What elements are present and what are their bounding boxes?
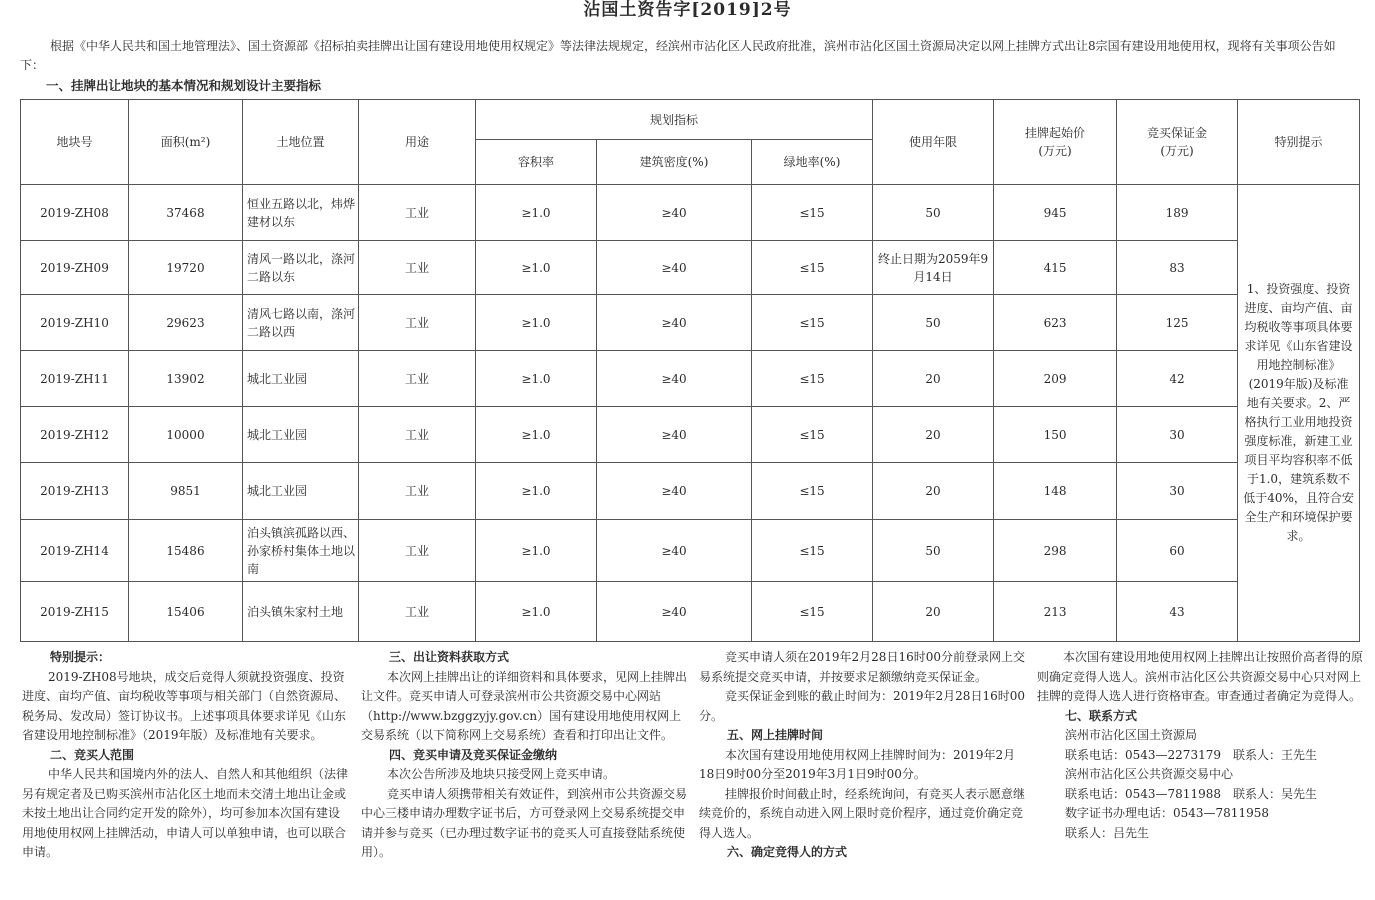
cell-location: 城北工业园: [243, 351, 359, 407]
cell-location: 清风七路以南，涤河二路以西: [243, 295, 359, 351]
section-6-paragraph: 本次国有建设用地使用权网上挂牌出让按照价高者得的原则确定竞得人选人。滨州市沾化区公共资源交易中心只对网上挂牌的竞得人选人进行资格审查。审查通过者确定为竞得人。: [1037, 650, 1364, 703]
cell-area: 10000: [129, 407, 243, 463]
cell-term: 50: [873, 520, 994, 582]
cell-price: 415: [994, 241, 1117, 295]
cell-term: 终止日期为2059年9月14日: [873, 241, 994, 295]
cell-use: 工业: [359, 351, 476, 407]
cell-price: 209: [994, 351, 1117, 407]
cell-deposit: 189: [1117, 185, 1238, 241]
header-deposit-line1: 竞买保证金: [1147, 126, 1208, 140]
header-use: 用途: [359, 100, 476, 185]
table-row: [21, 407, 1360, 463]
cell-deposit: 30: [1117, 463, 1238, 520]
cell-area: 19720: [129, 241, 243, 295]
cell-green: ≤15: [752, 241, 873, 295]
column-1: [22, 648, 350, 863]
cell-price: 623: [994, 295, 1117, 351]
special-note-cell: 1、投资强度、投资进度、亩均产值、亩均税收等事项具体要求详见《山东省建设用地控制标准》(2019年版)及标准地有关要求。2、严格执行工业用地投资强度标准，新建工业项目平均容积率不低于1.0，建筑系数不低于40%，且符合安全生产和环境保护要求。: [1238, 185, 1360, 642]
column-4: [1037, 648, 1363, 843]
cell-term: 20: [873, 407, 994, 463]
header-location: 土地位置: [243, 100, 359, 185]
section-5-paragraph-1: 本次国有建设用地使用权网上挂牌时间为：2019年2月18日9时00分至2019年3月1日9时00分。: [699, 747, 1016, 781]
intro-paragraph: 根据《中华人民共和国土地管理法》、国土资源部《招标拍卖挂牌出让国有建设用地使用权规定》等法律法规规定，经滨州市沾化区人民政府批准，滨州市沾化区国土资源局决定以网上挂牌方式出让8宗国有建设用地使用权，现将有关事项公告如下：: [20, 39, 1336, 72]
header-density: 建筑密度(%): [597, 140, 752, 185]
cell-density: ≥40: [597, 241, 752, 295]
cell-area: 13902: [129, 351, 243, 407]
section-4-paragraph-3: 竞买申请人须在2019年2月28日16时00分前登录网上交易系统提交竞买申请，并按要求足额缴纳竞买保证金。: [699, 650, 1025, 684]
cell-parcel: 2019-ZH15: [21, 582, 129, 642]
cell-price: 150: [994, 407, 1117, 463]
certificate-contact: 联系人：吕先生: [1065, 825, 1150, 840]
cell-area: 9851: [129, 463, 243, 520]
cell-use: 工业: [359, 295, 476, 351]
cell-green: ≤15: [752, 582, 873, 642]
cell-price: 298: [994, 520, 1117, 582]
cell-deposit: 83: [1117, 241, 1238, 295]
section-1-heading: 一、挂牌出让地块的基本情况和规划设计主要指标: [46, 78, 322, 93]
section-3-paragraph: 本次网上挂牌出让的详细资料和具体要求，见网上挂牌出让文件。竞买申请人可登录滨州市公共资源交易中心网站（http://www.bzggzyjy.gov.cn）国有建设用地使用权网上交易系统（以下简称网上交易系统）查看和打印出让文件。: [361, 669, 688, 742]
column-3: [699, 648, 1025, 863]
cell-deposit: 125: [1117, 295, 1238, 351]
cell-location: 泊头镇滨孤路以西、孙家桥村集体土地以南: [243, 520, 359, 582]
header-price-line1: 挂牌起始价: [1025, 126, 1086, 140]
cell-price: 945: [994, 185, 1117, 241]
cell-density: ≥40: [597, 520, 752, 582]
section-6-heading: 六、确定竞得人的方式: [727, 845, 848, 859]
cell-far: ≥1.0: [476, 407, 597, 463]
header-parcel: 地块号: [21, 100, 129, 185]
cell-parcel: 2019-ZH10: [21, 295, 129, 351]
section-2-heading: 二、竞买人范围: [50, 747, 135, 762]
header-price: [994, 100, 1117, 185]
cell-deposit: 43: [1117, 582, 1238, 642]
header-deposit: [1117, 100, 1238, 185]
notice-title: 沾国土资告字[2019]2号: [583, 0, 792, 20]
table-row: [21, 351, 1360, 407]
cell-green: ≤15: [752, 463, 873, 520]
header-green: 绿地率(%): [752, 140, 873, 185]
header-area: 面积(m²): [129, 100, 243, 185]
cell-density: ≥40: [597, 351, 752, 407]
cell-deposit: 60: [1117, 520, 1238, 582]
cell-location: 城北工业园: [243, 463, 359, 520]
section-2-paragraph: 中华人民共和国境内外的法人、自然人和其他组织（法律另有规定者及已购买滨州市沾化区土地而未交清土地出让金或未按土地出让合同约定开发的除外），均可参加本次国有建设用地使用权网上挂牌活动，申请人可以单独申请，也可以联合申请。: [22, 767, 349, 859]
cell-green: ≤15: [752, 407, 873, 463]
header-deposit-line2: (万元): [1160, 144, 1194, 158]
cell-density: ≥40: [597, 295, 752, 351]
cell-location: 恒业五路以北，炜烨建材以东: [243, 185, 359, 241]
section-4-paragraph-4: 竞买保证金到账的截止时间为：2019年2月28日16时00分。: [699, 689, 1025, 723]
contact-phone-2: 联系电话：0543—7811988 联系人：吴先生: [1065, 786, 1317, 801]
cell-parcel: 2019-ZH12: [21, 407, 129, 463]
header-planning: 规划指标: [476, 100, 873, 140]
special-note-heading: 特别提示：: [50, 650, 111, 664]
cell-density: ≥40: [597, 582, 752, 642]
cell-use: 工业: [359, 582, 476, 642]
cell-parcel: 2019-ZH08: [21, 185, 129, 241]
cell-price: 148: [994, 463, 1117, 520]
certificate-phone: 数字证书办理电话：0543—7811958: [1065, 806, 1269, 820]
cell-far: ≥1.0: [476, 520, 597, 582]
section-3-heading: 三、出让资料获取方式: [389, 650, 510, 664]
header-price-line2: (万元): [1038, 144, 1072, 158]
cell-location: 城北工业园: [243, 407, 359, 463]
cell-price: 213: [994, 582, 1117, 642]
cell-green: ≤15: [752, 351, 873, 407]
cell-density: ≥40: [597, 407, 752, 463]
parcel-table: [20, 99, 1360, 642]
contact-org-2: 滨州市沾化区公共资源交易中心: [1065, 767, 1234, 781]
cell-far: ≥1.0: [476, 351, 597, 407]
cell-location: 泊头镇朱家村土地: [243, 582, 359, 642]
cell-density: ≥40: [597, 463, 752, 520]
section-5-heading: 五、网上挂牌时间: [727, 728, 824, 742]
cell-term: 20: [873, 582, 994, 642]
cell-area: 29623: [129, 295, 243, 351]
cell-green: ≤15: [752, 295, 873, 351]
section-5-paragraph-2: 挂牌报价时间截止时，经系统询问，有竞买人表示愿意继续竞价的，系统自动进入网上限时竞价程序，通过竞价确定竞得人选人。: [699, 786, 1026, 840]
section-4-paragraph-2: 竞买申请人须携带相关有效证件，到滨州市公共资源交易中心三楼申请办理数字证书后，方可登录网上交易系统提交申请并参与竞买（已办理过数字证书的竞买人可直接登陆系统使用）。: [361, 786, 688, 859]
cell-term: 20: [873, 351, 994, 407]
section-4-paragraph-1: 本次公告所涉及地块只接受网上竞买申请。: [387, 767, 616, 781]
cell-use: 工业: [359, 241, 476, 295]
cell-far: ≥1.0: [476, 463, 597, 520]
cell-parcel: 2019-ZH13: [21, 463, 129, 520]
cell-green: ≤15: [752, 520, 873, 582]
cell-density: ≥40: [597, 185, 752, 241]
contact-org-1: 滨州市沾化区国土资源局: [1065, 728, 1198, 742]
cell-area: 37468: [129, 185, 243, 241]
cell-term: 50: [873, 185, 994, 241]
column-2: [361, 648, 687, 863]
cell-parcel: 2019-ZH09: [21, 241, 129, 295]
header-note: 特别提示: [1238, 100, 1360, 185]
cell-far: ≥1.0: [476, 185, 597, 241]
cell-parcel: 2019-ZH11: [21, 351, 129, 407]
cell-area: 15406: [129, 582, 243, 642]
cell-far: ≥1.0: [476, 241, 597, 295]
table-row: [21, 295, 1360, 351]
cell-use: 工业: [359, 520, 476, 582]
special-note-paragraph: 2019-ZH08号地块，成交后竞得人须就投资强度、投资进度、亩均产值、亩均税收等事项与相关部门（自然资源局、税务局、发改局）签订协议书。上述事项具体要求详见《山东省建设用地控制标准》（2019年版）及标准地有关要求。: [22, 669, 347, 742]
cell-use: 工业: [359, 463, 476, 520]
section-4-heading: 四、竞买申请及竞买保证金缴纳: [389, 747, 558, 762]
cell-deposit: 42: [1117, 351, 1238, 407]
cell-far: ≥1.0: [476, 295, 597, 351]
cell-green: ≤15: [752, 185, 873, 241]
contact-phone-1: 联系电话：0543—2273179 联系人：王先生: [1065, 747, 1317, 762]
table-row: [21, 241, 1360, 295]
table-row: [21, 582, 1360, 642]
cell-use: 工业: [359, 185, 476, 241]
cell-term: 20: [873, 463, 994, 520]
table-row: [21, 520, 1360, 582]
cell-use: 工业: [359, 407, 476, 463]
cell-deposit: 30: [1117, 407, 1238, 463]
cell-term: 50: [873, 295, 994, 351]
cell-location: 清风一路以北，涤河二路以东: [243, 241, 359, 295]
header-term: 使用年限: [873, 100, 994, 185]
cell-parcel: 2019-ZH14: [21, 520, 129, 582]
table-row: [21, 463, 1360, 520]
cell-far: ≥1.0: [476, 582, 597, 642]
cell-area: 15486: [129, 520, 243, 582]
table-row: [21, 185, 1360, 241]
header-far: 容积率: [476, 140, 597, 185]
section-7-heading: 七、联系方式: [1065, 708, 1138, 723]
